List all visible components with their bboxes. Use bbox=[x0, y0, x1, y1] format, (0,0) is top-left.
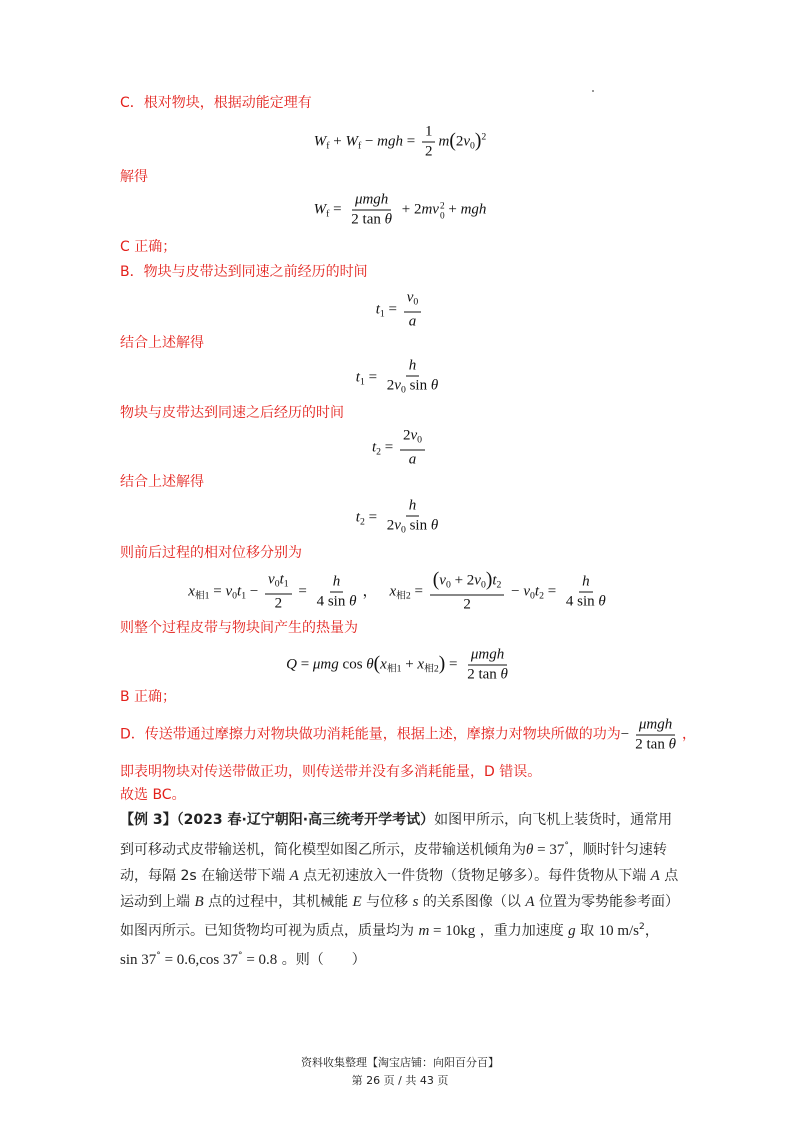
math-variable: mgh bbox=[460, 201, 487, 218]
fraction bbox=[404, 290, 422, 331]
after-sync-label: 物块与皮带达到同速之后经历的时间 bbox=[120, 405, 344, 421]
subscript: 相1 bbox=[194, 590, 210, 602]
text-run: 点无初速放入一件货物（货物足够多）。每件货物从下端 bbox=[298, 868, 651, 884]
math-variable: x bbox=[417, 656, 425, 673]
math-variable: x bbox=[380, 656, 387, 673]
math-variable: θ bbox=[500, 666, 508, 683]
text-run: + bbox=[444, 201, 461, 218]
text-run: ， bbox=[362, 583, 378, 600]
text-run: 2 tan bbox=[635, 736, 669, 753]
text-run: = bbox=[364, 369, 381, 386]
example-line-2 bbox=[120, 836, 667, 860]
text-run: − bbox=[361, 133, 378, 150]
text-run: ，顺时针匀速转 bbox=[568, 842, 667, 858]
parenthesis: ( bbox=[432, 569, 440, 591]
math-variable: v bbox=[268, 571, 275, 588]
subscript: 2 bbox=[359, 516, 365, 528]
formula-t2-result bbox=[0, 498, 800, 539]
denominator bbox=[464, 666, 511, 684]
math-variable: s bbox=[412, 894, 419, 910]
numerator bbox=[406, 498, 420, 517]
text-run: 4 sin bbox=[316, 593, 350, 610]
math-text: 10 m/s bbox=[598, 923, 640, 939]
math-variable: a bbox=[408, 313, 417, 330]
fraction bbox=[384, 358, 441, 399]
math-variable: h bbox=[332, 573, 341, 590]
subscript: 0 bbox=[470, 140, 475, 152]
denominator bbox=[632, 736, 679, 754]
option-b-heading: B．物块与皮带达到同速之前经历的时间 bbox=[120, 264, 368, 280]
subscript: 1 bbox=[241, 590, 247, 602]
math-variable: t bbox=[355, 509, 360, 526]
math-variable: t bbox=[492, 572, 497, 589]
math-variable: W bbox=[313, 201, 327, 218]
text-run: 的关系图像（以 bbox=[418, 894, 526, 910]
math-variable: v bbox=[439, 572, 446, 589]
text-run: = bbox=[403, 133, 419, 150]
text-run: − bbox=[620, 726, 630, 743]
superscript: ° bbox=[564, 841, 569, 851]
text-run: 2 bbox=[274, 595, 283, 612]
math-variable: m bbox=[438, 133, 450, 150]
math-variable: v bbox=[406, 289, 414, 306]
text-run: sin bbox=[405, 517, 431, 534]
math-variable: B bbox=[194, 894, 204, 910]
numerator bbox=[406, 358, 420, 377]
superscript: ° bbox=[238, 951, 243, 961]
text-run: 运动到上端 bbox=[120, 894, 195, 910]
text-run: + bbox=[329, 133, 346, 150]
math-variable: h bbox=[408, 497, 417, 514]
formula-t2-definition bbox=[0, 428, 800, 469]
option-c-verdict: C 正确； bbox=[120, 239, 177, 255]
math-variable: h bbox=[582, 573, 590, 590]
math-variable: t bbox=[371, 439, 377, 456]
math-variable: θ bbox=[349, 593, 357, 610]
subscript: f bbox=[357, 140, 362, 152]
text-run: cos bbox=[338, 656, 367, 673]
math-variable: t bbox=[355, 369, 360, 386]
denominator bbox=[384, 517, 441, 539]
math-variable: θ bbox=[430, 517, 439, 534]
subscript: 0 bbox=[417, 434, 423, 446]
subscript: 相2 bbox=[424, 663, 439, 675]
example-line-5 bbox=[120, 917, 659, 941]
denominator bbox=[422, 143, 436, 161]
fraction bbox=[348, 192, 395, 229]
denominator bbox=[406, 313, 420, 331]
denominator bbox=[314, 593, 360, 611]
math-variable: θ bbox=[668, 736, 676, 753]
option-d-conclusion: 即表明物块对传送带做正功，则传送带并没有多消耗能量，D 错误。 bbox=[120, 764, 542, 780]
subscript: 0 bbox=[400, 524, 406, 536]
formula-relative-displacements bbox=[0, 571, 800, 614]
superscript: 2 bbox=[639, 922, 645, 932]
formula-t1-result bbox=[0, 358, 800, 399]
math-variable: θ bbox=[366, 656, 374, 673]
text-run: 2 tan bbox=[467, 666, 501, 683]
text-run: = bbox=[364, 509, 381, 526]
math-variable: A bbox=[289, 868, 299, 884]
option-d-comma: ， bbox=[681, 726, 696, 743]
text-run: 1 bbox=[424, 123, 433, 140]
math-variable: μmg bbox=[312, 656, 339, 673]
numerator bbox=[404, 290, 422, 313]
text-run: − bbox=[507, 583, 524, 600]
numerator bbox=[422, 124, 436, 143]
ink-speck bbox=[592, 90, 594, 92]
superscript: ° bbox=[156, 951, 161, 961]
denominator bbox=[460, 596, 474, 614]
math-variable: μmgh bbox=[354, 191, 389, 208]
formula-heat bbox=[0, 647, 800, 684]
subscript: 1 bbox=[359, 376, 365, 388]
math-variable: x bbox=[188, 583, 195, 600]
fraction bbox=[314, 574, 360, 611]
text-run: + 2 bbox=[397, 201, 422, 218]
numerator bbox=[265, 572, 292, 595]
text-run: = bbox=[410, 583, 427, 600]
example-line-1 bbox=[120, 810, 672, 830]
parenthesis: ) bbox=[474, 130, 482, 152]
text-run: − bbox=[246, 583, 263, 600]
math-text: sin 37 bbox=[120, 952, 157, 968]
subscript: f bbox=[326, 140, 330, 152]
math-variable: θ bbox=[598, 593, 606, 610]
subscript: 1 bbox=[283, 578, 289, 590]
subscript: 2 bbox=[376, 446, 382, 458]
fraction bbox=[400, 428, 425, 469]
math-variable: t bbox=[237, 583, 242, 600]
fraction bbox=[563, 574, 609, 611]
numerator bbox=[400, 428, 425, 451]
fraction bbox=[384, 498, 441, 539]
subscript: 0 bbox=[274, 578, 280, 590]
text-run: 如图丙所示。已知货物均可视为质点，质量均为 bbox=[120, 923, 419, 939]
math-variable: v bbox=[394, 377, 401, 394]
fraction bbox=[632, 717, 679, 754]
formula-relative-displacement-1 bbox=[188, 571, 378, 612]
text-run: ，重力加速度 bbox=[475, 923, 569, 939]
numerator bbox=[579, 574, 593, 593]
text-run: = bbox=[296, 656, 313, 673]
text-run: sin bbox=[405, 377, 431, 394]
superscript: 2 bbox=[481, 131, 487, 143]
superscript: 2 bbox=[439, 201, 445, 212]
text-run: 点的过程中，其机械能 bbox=[203, 894, 353, 910]
text-run: 2 tan bbox=[351, 211, 385, 228]
option-b-verdict: B 正确； bbox=[120, 689, 177, 705]
text-run: 点 bbox=[659, 868, 679, 884]
math-variable: v bbox=[474, 572, 481, 589]
parenthesis: ( bbox=[449, 130, 456, 152]
math-variable: μmgh bbox=[638, 716, 673, 733]
math-variable: θ bbox=[384, 211, 392, 228]
option-d-statement bbox=[120, 717, 696, 754]
subscript: 2 bbox=[539, 590, 544, 602]
math-variable: mgh bbox=[377, 133, 404, 150]
numerator bbox=[330, 574, 344, 593]
subscript: 0 bbox=[400, 384, 406, 396]
math-variable: t bbox=[279, 571, 284, 588]
denominator bbox=[406, 451, 420, 469]
denominator bbox=[384, 377, 441, 399]
math-variable: μmgh bbox=[470, 646, 505, 663]
formula-t1-definition bbox=[0, 290, 800, 331]
math-variable: A bbox=[525, 894, 535, 910]
math-text: = 0.6,cos 37 bbox=[160, 952, 239, 968]
denominator bbox=[563, 593, 609, 611]
math-text: = 37 bbox=[533, 842, 565, 858]
text-run: 取 bbox=[575, 923, 599, 939]
subscript: 0 bbox=[413, 296, 419, 308]
text-run: + bbox=[401, 656, 418, 673]
math-text: = 10kg bbox=[429, 923, 476, 939]
formula-friction-work bbox=[0, 192, 800, 229]
denominator bbox=[272, 595, 286, 613]
math-variable: m bbox=[418, 923, 430, 939]
text-run: = bbox=[384, 301, 401, 318]
math-variable: v bbox=[523, 583, 531, 600]
denominator bbox=[348, 211, 395, 229]
math-variable: t bbox=[375, 301, 380, 318]
text-run: 动，每隔 2s 在输送带下端 bbox=[120, 868, 290, 884]
numerator bbox=[468, 647, 507, 666]
parenthesis: ( bbox=[373, 653, 381, 675]
numerator bbox=[430, 571, 505, 596]
final-answer: 故选 BC。 bbox=[120, 787, 186, 803]
math-variable: v bbox=[225, 583, 233, 600]
subscript: 0 bbox=[480, 579, 486, 591]
subscript: 2 bbox=[496, 579, 502, 591]
footer-page-counter: 第 26 页 / 共 43 页 bbox=[351, 1074, 449, 1087]
math-variable: W bbox=[313, 133, 327, 150]
text-run: 4 sin bbox=[565, 593, 599, 610]
subscript: 0 bbox=[439, 211, 445, 222]
parenthesis: ) bbox=[485, 569, 493, 591]
numerator bbox=[352, 192, 391, 211]
text-run: = bbox=[445, 656, 462, 673]
math-variable: W bbox=[345, 133, 358, 150]
math-variable: v bbox=[410, 427, 418, 444]
fraction bbox=[430, 571, 505, 614]
math-variable: mv bbox=[421, 201, 439, 218]
text-run: ， bbox=[644, 923, 659, 939]
text-run: + 2 bbox=[450, 572, 475, 589]
math-variable: A bbox=[650, 868, 660, 884]
example-line-4 bbox=[120, 892, 679, 912]
formula-friction-work-value bbox=[620, 716, 682, 753]
formula-relative-displacement-2 bbox=[389, 569, 612, 613]
math-variable: E bbox=[352, 894, 362, 910]
subscript: f bbox=[326, 208, 330, 220]
text-run: = bbox=[543, 583, 560, 600]
text-run: 如图甲所示，向飞机上装货时，通常用 bbox=[434, 812, 673, 828]
math-variable: θ bbox=[430, 377, 439, 394]
parenthesis: ) bbox=[438, 653, 446, 675]
heat-label: 则整个过程皮带与物块间产生的热量为 bbox=[120, 620, 358, 636]
subscript: 1 bbox=[379, 308, 385, 320]
text-run: = bbox=[209, 583, 226, 600]
math-variable: g bbox=[568, 923, 576, 939]
math-variable: x bbox=[389, 583, 397, 600]
example-line-3 bbox=[120, 866, 678, 886]
text-run: 2 bbox=[455, 133, 464, 150]
combine-label-2: 结合上述解得 bbox=[120, 474, 204, 490]
fraction bbox=[464, 647, 511, 684]
solve-label: 解得 bbox=[120, 169, 148, 185]
text-run: 2 bbox=[424, 143, 433, 160]
math-text: = 0.8 bbox=[242, 952, 278, 968]
subscript: 0 bbox=[232, 590, 238, 602]
math-variable: h bbox=[408, 357, 417, 374]
text-run: 到可移动式皮带输送机，简化模型如图乙所示，皮带输送机倾角为 bbox=[120, 842, 526, 858]
subscript: 相1 bbox=[386, 663, 402, 675]
subscript: 0 bbox=[530, 590, 535, 602]
text-run: 2 bbox=[386, 517, 395, 534]
text-run: = bbox=[381, 439, 397, 456]
bold-text: 【例 3】（2023 春·辽宁朝阳·高三统考开学考试） bbox=[120, 812, 435, 828]
formula-work-energy-theorem bbox=[0, 124, 800, 161]
footer-source: 资料收集整理【淘宝店铺：向阳百分百】 bbox=[301, 1056, 499, 1069]
text-run: = bbox=[294, 583, 311, 600]
math-variable: v bbox=[463, 133, 470, 150]
subscript: 相2 bbox=[396, 590, 411, 602]
relative-displacement-label: 则前后过程的相对位移分别为 bbox=[120, 545, 302, 561]
example-line-6 bbox=[120, 946, 366, 970]
math-variable: Q bbox=[286, 656, 297, 673]
fraction bbox=[422, 124, 436, 161]
math-variable: a bbox=[408, 451, 417, 468]
fraction bbox=[265, 572, 292, 613]
text-run: 2 bbox=[386, 377, 395, 394]
text-run: 。则（ ） bbox=[277, 952, 366, 968]
option-c-heading: C．根对物块，根据动能定理有 bbox=[120, 95, 312, 111]
text-run: 位置为零势能参考面） bbox=[534, 894, 679, 910]
math-variable: t bbox=[534, 583, 540, 600]
text-run: = bbox=[329, 201, 346, 218]
math-variable: θ bbox=[526, 842, 534, 858]
math-variable: v bbox=[394, 517, 401, 534]
combine-label-1: 结合上述解得 bbox=[120, 335, 204, 351]
text-run: 2 bbox=[402, 427, 411, 444]
subscript: 0 bbox=[445, 579, 451, 591]
option-d-text: D．传送带通过摩擦力对物块做功消耗能量，根据上述，摩擦力对物块所做的功为 bbox=[120, 726, 621, 743]
text-run: 与位移 bbox=[361, 894, 413, 910]
numerator bbox=[636, 717, 675, 736]
text-run: 2 bbox=[463, 596, 471, 613]
